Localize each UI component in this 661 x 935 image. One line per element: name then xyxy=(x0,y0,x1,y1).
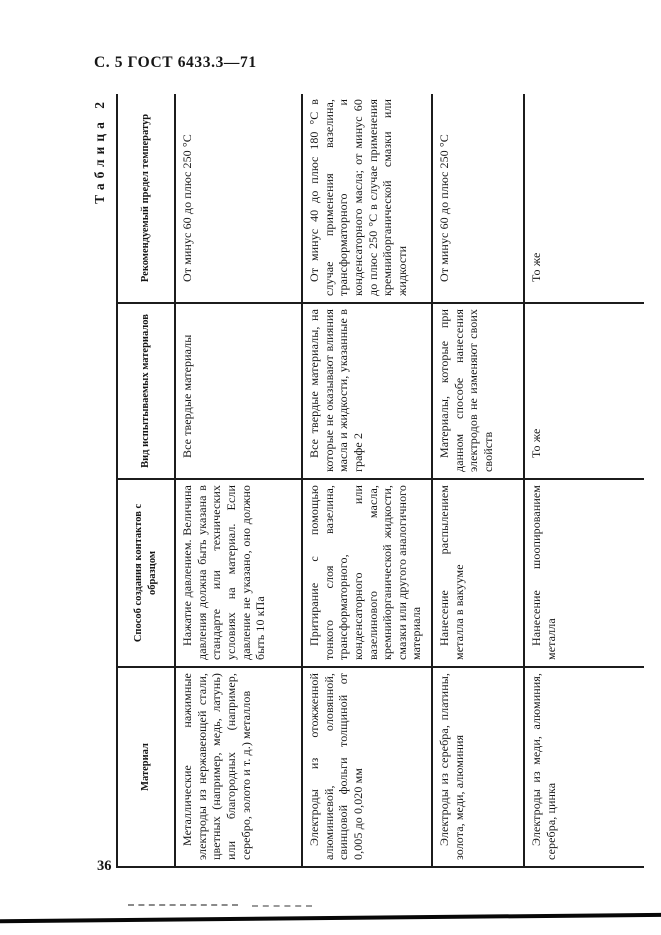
page-number: 36 xyxy=(97,858,112,874)
scan-artifact-dashes xyxy=(252,905,312,907)
column-header-material: Материал xyxy=(117,667,175,867)
table-cell: Электроды из отожженной алюминиевой, оловянной, свинцовой фольги толщиной от 0,005 до 0,020 мм xyxy=(302,667,432,867)
table-cell: Материалы, которые при данном способе нанесения электродов не изменяют своих свойств xyxy=(432,303,524,479)
page-bottom-edge-line xyxy=(0,913,661,924)
table-cell: Металлические нажимные электроды из нержавеющей стали, цветных (например, медь, латунь) или благородных (например, серебро, золото и т. д.) металлов xyxy=(175,667,302,867)
table-caption: Таблица 2 xyxy=(92,97,107,204)
table-row xyxy=(302,94,432,867)
table-cell: Притирание с помощью тонкого слоя вазелина, трансформаторного, конденсаторного или вазелинового масла, кремнийорганической жидкости, смазки или другого аналогичного материала xyxy=(302,479,432,667)
table-header-row xyxy=(117,94,175,867)
scan-artifact-dashes xyxy=(128,904,238,906)
table-cell: Все твердые материалы, на которые не оказывают влияния масла и жидкости, указанные в графе 2 xyxy=(302,303,432,479)
table-cell: Нанесение шоопированием металла xyxy=(524,479,644,667)
table-cell: Нанесение распылением металла в вакууме xyxy=(432,479,524,667)
page-header: С. 5 ГОСТ 6433.3—71 xyxy=(94,54,257,71)
materials-table xyxy=(116,94,644,868)
table-row xyxy=(524,94,644,867)
rotated-table-container xyxy=(92,95,645,868)
table-cell: От минус 60 до плюс 250 °С xyxy=(432,94,524,303)
table-cell: Нажатие давлением. Величина давления должна быть указана в стандарте или технических условиях на материал. Если давление не указано, оно должно быть 10 кПа xyxy=(175,479,302,667)
table-cell: Все твердые материалы xyxy=(175,303,302,479)
table-row xyxy=(432,94,524,867)
table-cell: То же xyxy=(524,303,644,479)
table-row xyxy=(175,94,302,867)
table-cell: Электроды из серебра, платины, золота, меди, алюминия xyxy=(432,667,524,867)
column-header-contact-method: Способ создания контактов с образцом xyxy=(117,479,175,667)
column-header-tested-materials: Вид испытываемых материалов xyxy=(117,303,175,479)
table-cell: То же xyxy=(524,94,644,303)
table-cell: От минус 40 до плюс 180 °С в случае применения вазелина, трансформаторного и конденсаторного масла; от минус 60 до плюс 250 °С в случае применения кремнийорганической смазки или жидкости xyxy=(302,94,432,303)
table-cell: Электроды из меди, алюминия, серебра, цинка xyxy=(524,667,644,867)
column-header-temperature-range: Рекомендуемый предел температур xyxy=(117,94,175,303)
table-cell: От минус 60 до плюс 250 °С xyxy=(175,94,302,303)
